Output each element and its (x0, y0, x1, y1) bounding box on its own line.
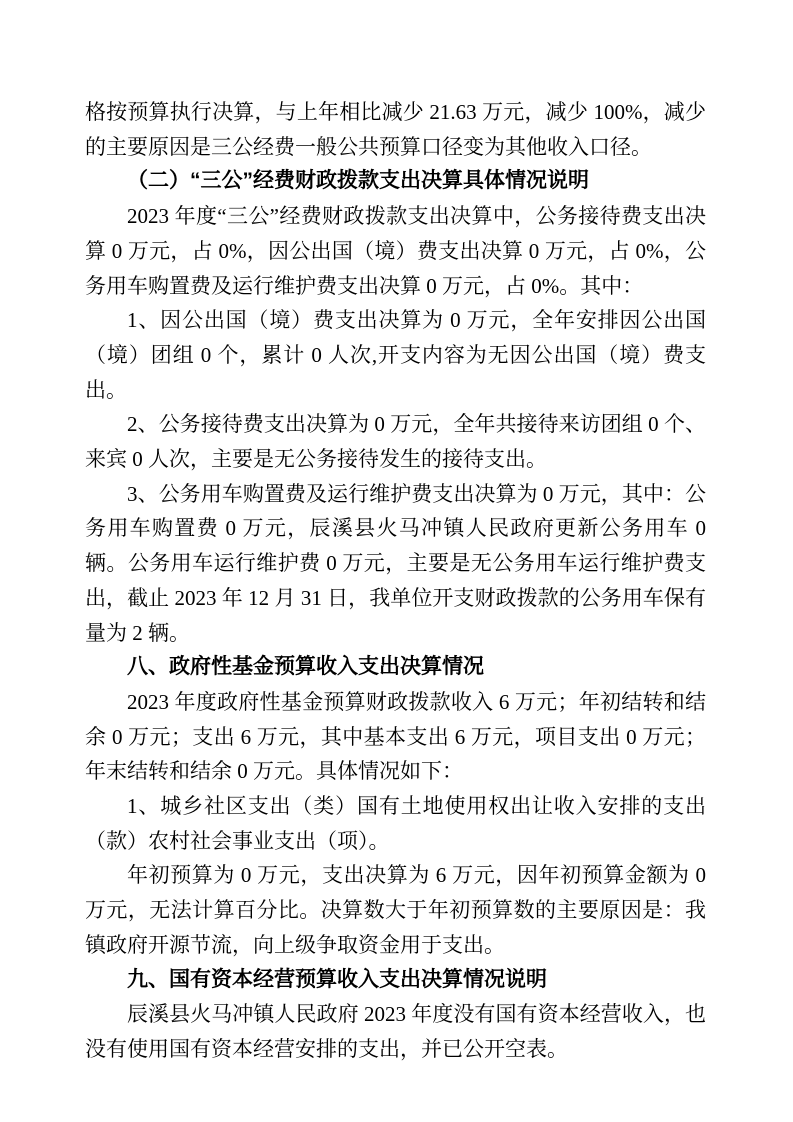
paragraph-item-1-abroad-expense: 1、因公出国（境）费支出决算为 0 万元，全年安排因公出国（境）团组 0 个，累计 0 人次,开支内容为无因公出国（境）费支出。 (85, 308, 706, 402)
continuation-paragraph-sangong-change: 格按预算执行决算，与上年相比减少 21.63 万元，减少 100%，减少的主要原因是三公经费一般公共预算口径变为其他收入口径。 (85, 100, 706, 159)
paragraph-item-2-reception-expense: 2、公务接待费支出决算为 0 万元，全年共接待来访团组 0 个、来宾 0 人次，主要是无公务接待发生的接待支出。 (85, 412, 706, 472)
document-body (85, 95, 706, 1067)
paragraph-government-fund-summary: 2023 年度政府性基金预算财政拨款收入 6 万元；年初结转和结余 0 万元；支出 6 万元，其中基本支出 6 万元，项目支出 0 万元；年末结转和结余 0 万元。具体情况如下： (85, 689, 706, 784)
section-heading-8-government-fund-budget: 八、政府性基金预算收入支出决算情况 (127, 655, 484, 679)
paragraph-sangong-summary: 2023 年度“三公”经费财政拨款支出决算中，公务接待费支出决算 0 万元，占 0%，因公出国（境）费支出决算 0 万元，占 0%，公务用车购置费及运行维护费支出决算 0 万元，占 0%。其中： (85, 204, 706, 298)
section-heading-9-state-capital-budget: 九、国有资本经营预算收入支出决算情况说明 (127, 967, 547, 991)
paragraph-item-1-urban-rural-community-expense: 1、城乡社区支出（类）国有土地使用权出让收入安排的支出（款）农村社会事业支出（项）。 (85, 794, 706, 853)
paragraph-budget-comparison-explanation: 年初预算为 0 万元，支出决算为 6 万元，因年初预算金额为 0 万元，无法计算百分比。决算数大于年初预算数的主要原因是：我镇政府开源节流，向上级争取资金用于支出。 (85, 863, 706, 957)
paragraph-state-capital-statement: 辰溪县火马冲镇人民政府 2023 年度没有国有资本经营收入，也没有使用国有资本经营安排的支出，并已公开空表。 (85, 1002, 706, 1061)
section-heading-sangong-detail: （二）“三公”经费财政拨款支出决算具体情况说明 (127, 169, 589, 193)
paragraph-item-3-vehicle-expense: 3、公务用车购置费及运行维护费支出决算为 0 万元，其中：公务用车购置费 0 万元，辰溪县火马冲镇人民政府更新公务用车 0 辆。公务用车运行维护费 0 万元，主要是无公务用车运行维护费支出，截止 2023 年 12 月 31 日，我单位开支财政拨款的公务用车保有量为 2 辆。 (85, 481, 706, 645)
